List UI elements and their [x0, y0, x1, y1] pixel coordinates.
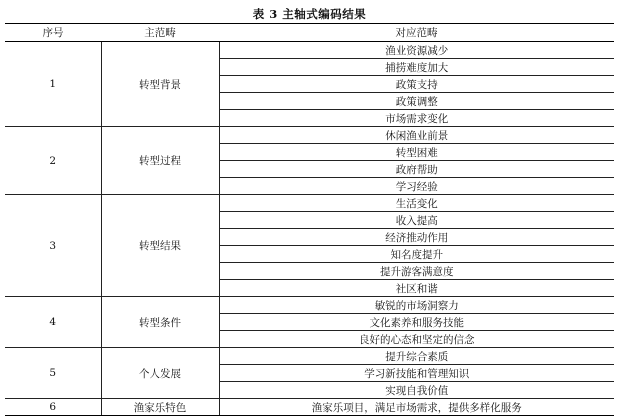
- sub-category-cell: 社区和谐: [219, 280, 614, 297]
- sub-category-cell: 政策调整: [219, 93, 614, 110]
- table-row: [5, 348, 614, 365]
- sub-category-cell: 渔业资源减少: [219, 42, 614, 59]
- header-sub-category: 对应范畴: [219, 24, 614, 42]
- table-row: [5, 127, 614, 144]
- serial-number-cell: 4: [5, 297, 101, 348]
- sub-category-cell: 学习新技能和管理知识: [219, 365, 614, 382]
- sub-category-cell: 提升综合素质: [219, 348, 614, 365]
- sub-category-cell: 市场需求变化: [219, 110, 614, 127]
- header-serial-number: 序号: [5, 24, 101, 42]
- sub-category-cell: 收入提高: [219, 212, 614, 229]
- sub-category-cell: 政府帮助: [219, 161, 614, 178]
- main-category-cell: 转型过程: [101, 127, 219, 195]
- serial-number-cell: 6: [5, 399, 101, 416]
- table-header-row: [5, 24, 614, 42]
- main-category-cell: 渔家乐特色: [101, 399, 219, 416]
- header-main-category: 主范畴: [101, 24, 219, 42]
- sub-category-cell: 良好的心态和坚定的信念: [219, 331, 614, 348]
- table-body: [5, 42, 614, 416]
- main-category-cell: 转型结果: [101, 195, 219, 297]
- serial-number-cell: 5: [5, 348, 101, 399]
- sub-category-cell: 捕捞难度加大: [219, 59, 614, 76]
- table-caption: 表 3 主轴式编码结果: [252, 7, 367, 21]
- sub-category-cell: 休闲渔业前景: [219, 127, 614, 144]
- main-category-cell: 个人发展: [101, 348, 219, 399]
- table-row: [5, 195, 614, 212]
- sub-category-cell: 文化素养和服务技能: [219, 314, 614, 331]
- serial-number-cell: 2: [5, 127, 101, 195]
- sub-category-cell: 敏锐的市场洞察力: [219, 297, 614, 314]
- sub-category-cell: 提升游客满意度: [219, 263, 614, 280]
- sub-category-cell: 学习经验: [219, 178, 614, 195]
- sub-category-cell: 政策支持: [219, 76, 614, 93]
- sub-category-cell: 生活变化: [219, 195, 614, 212]
- sub-category-cell: 实现自我价值: [219, 382, 614, 399]
- table-row: [5, 42, 614, 59]
- main-category-cell: 转型条件: [101, 297, 219, 348]
- sub-category-cell: 转型困难: [219, 144, 614, 161]
- table-row: [5, 399, 614, 416]
- table-row: [5, 297, 614, 314]
- sub-category-cell: 经济推动作用: [219, 229, 614, 246]
- serial-number-cell: 1: [5, 42, 101, 127]
- sub-category-cell: 知名度提升: [219, 246, 614, 263]
- sub-category-cell: 渔家乐项目，满足市场需求，提供多样化服务: [219, 399, 614, 416]
- serial-number-cell: 3: [5, 195, 101, 297]
- main-category-cell: 转型背景: [101, 42, 219, 127]
- axial-coding-table: [5, 23, 614, 416]
